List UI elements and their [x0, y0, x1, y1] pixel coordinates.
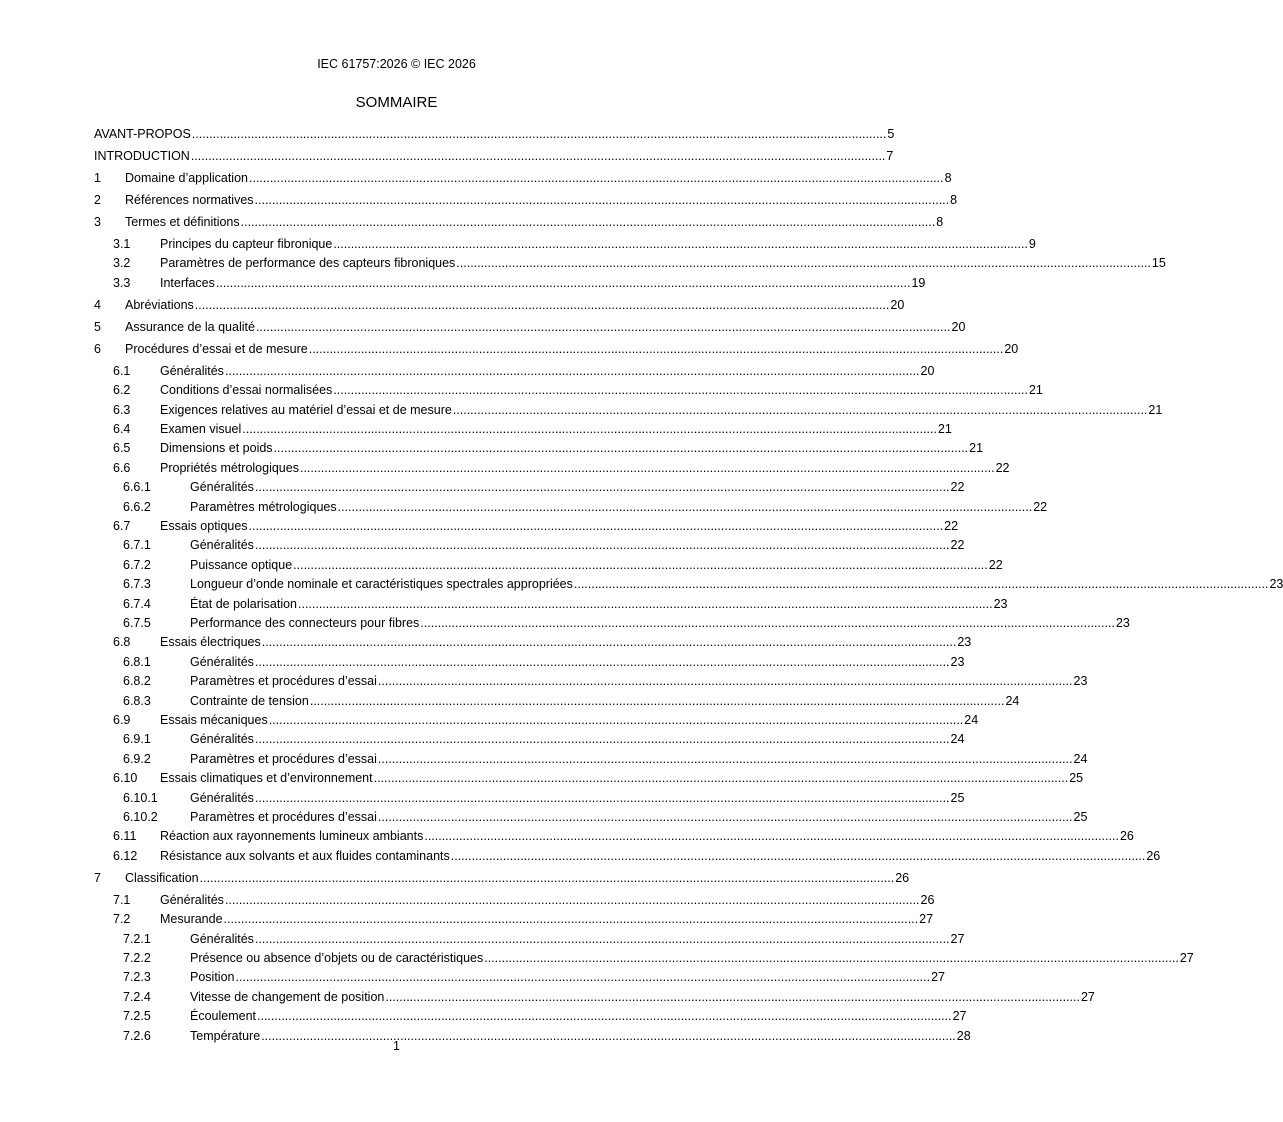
toc-entry[interactable] — [94, 479, 965, 496]
toc-entry-page: 26 — [920, 893, 935, 907]
toc-entry-page: 8 — [936, 215, 944, 229]
toc-entry[interactable] — [94, 693, 1020, 710]
toc-entry-title[interactable]: INTRODUCTION — [94, 149, 190, 163]
toc-entry-number: 6.8.2 — [123, 674, 151, 688]
toc-entry-page: 20 — [890, 298, 905, 312]
dot-leader: ........................................................................................................................................................................................................ — [191, 127, 887, 141]
toc-entry-page: 23 — [993, 597, 1008, 611]
toc-entry-number: 6.7.5 — [123, 616, 151, 630]
toc-entry[interactable] — [94, 255, 1166, 272]
toc-entry-number: 6.7.2 — [123, 558, 151, 572]
toc-entry-page: 22 — [944, 519, 959, 533]
toc-entry-title[interactable]: Classification — [125, 871, 199, 885]
toc-entry-title[interactable]: Généralités — [160, 893, 224, 907]
toc-entry-number: 3.3 — [113, 276, 131, 290]
dot-leader: ........................................................................................................................................................................................................ — [268, 713, 964, 727]
toc-entry-title[interactable]: Essais climatiques et d’environnement — [160, 771, 373, 785]
toc-entry-number: 6.10 — [113, 771, 138, 785]
toc-entry[interactable] — [94, 870, 910, 887]
dot-leader: ........................................................................................................................................................................................................ — [308, 342, 1004, 356]
dot-leader: ........................................................................................................................................................................................................ — [385, 990, 1080, 1004]
toc-entry-title[interactable]: Mesurande — [160, 912, 223, 926]
dot-leader: ........................................................................................................................................................................................................ — [377, 810, 1073, 824]
toc-entry[interactable] — [94, 421, 952, 438]
toc-entry[interactable] — [94, 148, 894, 165]
toc-entry-page: 8 — [944, 171, 952, 185]
toc-entry[interactable] — [94, 950, 1194, 967]
toc-entry[interactable] — [94, 1008, 967, 1025]
dot-leader: ........................................................................................................................................................................................................ — [254, 193, 950, 207]
toc-entry-number: 7.1 — [113, 893, 131, 907]
dot-leader: ........................................................................................................................................................................................................ — [224, 893, 920, 907]
toc-entry-page: 20 — [951, 320, 966, 334]
dot-leader: ........................................................................................................................................................................................................ — [190, 149, 886, 163]
dot-leader: ........................................................................................................................................................................................................ — [299, 461, 995, 475]
dot-leader: ........................................................................................................................................................................................................ — [261, 635, 957, 649]
toc-entry[interactable] — [94, 989, 1095, 1006]
dot-leader: ........................................................................................................................................................................................................ — [377, 674, 1073, 688]
toc-entry-page: 20 — [920, 364, 935, 378]
dot-leader: ........................................................................................................................................................................................................ — [456, 256, 1151, 270]
dot-leader: ........................................................................................................................................................................................................ — [420, 616, 1115, 630]
dot-leader: ........................................................................................................................................................................................................ — [424, 829, 1119, 843]
toc-entry[interactable] — [94, 790, 965, 807]
toc-entry-title[interactable]: Paramètres et procédures d’essai — [190, 810, 377, 824]
toc-entry[interactable] — [94, 557, 1003, 574]
dot-leader: ........................................................................................................................................................................................................ — [224, 364, 920, 378]
toc-entry[interactable] — [94, 341, 1019, 358]
toc-entry-number: 6.8.3 — [123, 694, 151, 708]
toc-entry-title[interactable]: Paramètres métrologiques — [190, 500, 337, 514]
toc-entry-number: 6.8.1 — [123, 655, 151, 669]
toc-entry-title[interactable]: Conditions d’essai normalisées — [160, 383, 333, 397]
toc-entry[interactable] — [94, 751, 1088, 768]
toc-entry-number: 5 — [94, 320, 101, 334]
toc-entry-page: 19 — [911, 276, 926, 290]
dot-leader: ........................................................................................................................................................................................................ — [254, 655, 950, 669]
toc-entry-title[interactable]: Essais optiques — [160, 519, 248, 533]
toc-entry-number: 6.6 — [113, 461, 131, 475]
dot-leader: ........................................................................................................................................................................................................ — [273, 441, 969, 455]
toc-entry-title[interactable]: Présence ou absence d’objets ou de caractéristiques — [190, 951, 484, 965]
toc-entry[interactable] — [94, 712, 979, 729]
toc-entry-page: 24 — [1073, 752, 1088, 766]
toc-entry-page: 24 — [1005, 694, 1020, 708]
toc-entry-page: 26 — [1119, 829, 1134, 843]
dot-leader: ........................................................................................................................................................................................................ — [254, 732, 950, 746]
toc-entry-title[interactable]: Résistance aux solvants et aux fluides contaminants — [160, 849, 450, 863]
toc-entry-title[interactable]: Paramètres et procédures d’essai — [190, 674, 377, 688]
toc-entry-number: 6.7.4 — [123, 597, 151, 611]
dot-leader: ........................................................................................................................................................................................................ — [377, 752, 1073, 766]
toc-entry-number: 7.2.1 — [123, 932, 151, 946]
toc-entry-number: 6.2 — [113, 383, 131, 397]
toc-entry[interactable] — [94, 809, 1088, 826]
toc-entry-page: 20 — [1004, 342, 1019, 356]
toc-entry[interactable] — [94, 275, 926, 292]
dot-leader: ........................................................................................................................................................................................................ — [298, 597, 993, 611]
toc-entry-number: 6.9.2 — [123, 752, 151, 766]
toc-entry-number: 3.1 — [113, 237, 131, 251]
toc-entry-number: 6.5 — [113, 441, 131, 455]
toc-entry-number: 6.1 — [113, 364, 131, 378]
toc-entry-number: 6.8 — [113, 635, 131, 649]
dot-leader: ........................................................................................................................................................................................................ — [373, 771, 1069, 785]
toc-entry[interactable] — [94, 673, 1088, 690]
toc-entry-title[interactable]: Température — [190, 1029, 261, 1043]
toc-entry-title[interactable]: Contrainte de tension — [190, 694, 309, 708]
toc-entry-page: 21 — [937, 422, 952, 436]
toc-entry[interactable] — [94, 214, 944, 231]
dot-leader: ........................................................................................................................................................................................................ — [309, 694, 1005, 708]
toc-entry[interactable] — [94, 126, 895, 143]
dot-leader: ........................................................................................................................................................................................................ — [242, 422, 937, 436]
toc-entry-number: 6.11 — [113, 829, 137, 843]
dot-leader: ........................................................................................................................................................................................................ — [257, 1009, 952, 1023]
toc-entry[interactable] — [94, 192, 958, 209]
toc-entry-page: 15 — [1151, 256, 1166, 270]
toc-entry-title[interactable]: Essais mécaniques — [160, 713, 268, 727]
toc-entry-number: 6.7.1 — [123, 538, 151, 552]
toc-entry-title[interactable]: Examen visuel — [160, 422, 242, 436]
toc-entry-number: 6 — [94, 342, 101, 356]
dot-leader: ........................................................................................................................................................................................................ — [248, 519, 944, 533]
toc-entry[interactable] — [94, 969, 945, 986]
dot-leader: ........................................................................................................................................................................................................ — [293, 558, 988, 572]
toc-entry[interactable] — [94, 576, 1283, 593]
toc-entry[interactable] — [94, 931, 965, 948]
dot-leader: ........................................................................................................................................................................................................ — [452, 403, 1148, 417]
toc-entry-page: 27 — [919, 912, 934, 926]
toc-entry-page: 22 — [950, 538, 965, 552]
toc-entry[interactable] — [94, 596, 1008, 613]
toc-entry-title[interactable]: Exigences relatives au matériel d’essai et de mesure — [160, 403, 452, 417]
toc-entry[interactable] — [94, 382, 1043, 399]
toc-entry[interactable] — [94, 319, 966, 336]
toc-entry-title[interactable]: Paramètres et procédures d’essai — [190, 752, 377, 766]
toc-entry-page: 26 — [1146, 849, 1161, 863]
document-header: IEC 61757:2026 © IEC 2026 — [317, 57, 476, 71]
toc-entry-title[interactable]: Domaine d’application — [125, 171, 248, 185]
dot-leader: ........................................................................................................................................................................................................ — [254, 538, 950, 552]
toc-entry-title[interactable]: Références normatives — [125, 193, 254, 207]
toc-entry-title[interactable]: Généralités — [190, 538, 254, 552]
toc-entry-title[interactable]: Généralités — [190, 932, 254, 946]
toc-entry-page: 24 — [950, 732, 965, 746]
toc-entry-number: 2 — [94, 193, 101, 207]
toc-entry-page: 23 — [1073, 674, 1088, 688]
toc-entry-number: 1 — [94, 171, 101, 185]
toc-entry-title[interactable]: Propriétés métrologiques — [160, 461, 299, 475]
toc-entry-title[interactable]: Puissance optique — [190, 558, 293, 572]
toc-entry-title[interactable]: Réaction aux rayonnements lumineux ambiants — [160, 829, 424, 843]
toc-entry-page: 22 — [995, 461, 1010, 475]
toc-entry-page: 27 — [952, 1009, 967, 1023]
toc-entry-page: 27 — [950, 932, 965, 946]
toc-entry-title[interactable]: Interfaces — [160, 276, 215, 290]
dot-leader: ........................................................................................................................................................................................................ — [215, 276, 911, 290]
toc-entry-number: 6.9 — [113, 713, 131, 727]
toc-entry-number: 6.6.2 — [123, 500, 151, 514]
toc-entry-page: 27 — [1179, 951, 1194, 965]
dot-leader: ........................................................................................................................................................................................................ — [450, 849, 1146, 863]
toc-entry-title[interactable]: Paramètres de performance des capteurs fibroniques — [160, 256, 456, 270]
toc-entry-page: 23 — [1269, 577, 1283, 591]
toc-entry-title[interactable]: Généralités — [190, 655, 254, 669]
toc-entry-number: 3 — [94, 215, 101, 229]
toc-entry-title[interactable]: Assurance de la qualité — [125, 320, 255, 334]
toc-entry[interactable] — [94, 911, 934, 928]
toc-entry[interactable] — [94, 892, 935, 909]
toc-entry-page: 21 — [969, 441, 984, 455]
toc-entry-title[interactable]: Principes du capteur fibronique — [160, 237, 333, 251]
toc-entry[interactable] — [94, 848, 1161, 865]
toc-entry-number: 6.10.1 — [123, 791, 158, 805]
dot-leader: ........................................................................................................................................................................................................ — [254, 932, 950, 946]
toc-entry[interactable] — [94, 770, 1084, 787]
dot-leader: ........................................................................................................................................................................................................ — [223, 912, 919, 926]
toc-entry-title[interactable]: Généralités — [190, 732, 254, 746]
toc-entry-number: 6.3 — [113, 403, 131, 417]
toc-entry-title[interactable]: Généralités — [190, 791, 254, 805]
toc-entry-number: 7 — [94, 871, 101, 885]
toc-entry-number: 6.7 — [113, 519, 131, 533]
dot-leader: ........................................................................................................................................................................................................ — [337, 500, 1033, 514]
toc-entry-page: 27 — [1080, 990, 1095, 1004]
toc-entry-page: 22 — [1033, 500, 1048, 514]
dot-leader: ........................................................................................................................................................................................................ — [254, 480, 950, 494]
toc-entry-page: 22 — [988, 558, 1003, 572]
toc-entry-title[interactable]: Termes et définitions — [125, 215, 240, 229]
toc-entry-title[interactable]: AVANT-PROPOS — [94, 127, 191, 141]
toc-entry-page: 21 — [1148, 403, 1163, 417]
toc-entry-title[interactable]: Procédures d’essai et de mesure — [125, 342, 308, 356]
toc-entry-page: 25 — [950, 791, 965, 805]
dot-leader: ........................................................................................................................................................................................................ — [235, 970, 931, 984]
toc-entry-page: 8 — [950, 193, 958, 207]
toc-entry-title[interactable]: État de polarisation — [190, 597, 298, 611]
toc-entry-page: 5 — [887, 127, 895, 141]
toc-entry-page: 23 — [957, 635, 972, 649]
toc-entry-page: 28 — [956, 1029, 971, 1043]
toc-entry-number: 6.9.1 — [123, 732, 151, 746]
toc-entry-number: 6.7.3 — [123, 577, 151, 591]
dot-leader: ........................................................................................................................................................................................................ — [255, 320, 951, 334]
page-number: 1 — [393, 1039, 400, 1053]
dot-leader: ........................................................................................................................................................................................................ — [240, 215, 936, 229]
toc-entry[interactable] — [94, 170, 952, 187]
toc-entry[interactable] — [94, 537, 965, 554]
toc-entry-number: 7.2.6 — [123, 1029, 151, 1043]
toc-entry-number: 6.4 — [113, 422, 131, 436]
toc-entry-title[interactable]: Vitesse de changement de position — [190, 990, 385, 1004]
dot-leader: ........................................................................................................................................................................................................ — [194, 298, 890, 312]
toc-entry-number: 6.6.1 — [123, 480, 151, 494]
toc-entry-number: 6.10.2 — [123, 810, 158, 824]
toc-entry-title[interactable]: Abréviations — [125, 298, 194, 312]
toc-entry-page: 9 — [1028, 237, 1036, 251]
toc-entry[interactable] — [94, 460, 1010, 477]
toc-entry[interactable] — [94, 731, 965, 748]
toc-entry[interactable] — [94, 615, 1130, 632]
toc-entry[interactable] — [94, 518, 959, 535]
dot-leader: ........................................................................................................................................................................................................ — [573, 577, 1269, 591]
toc-entry[interactable] — [94, 402, 1163, 419]
dot-leader: ........................................................................................................................................................................................................ — [333, 237, 1028, 251]
dot-leader: ........................................................................................................................................................................................................ — [254, 791, 950, 805]
toc-entry[interactable] — [94, 363, 935, 380]
toc-entry[interactable] — [94, 236, 1036, 253]
dot-leader: ........................................................................................................................................................................................................ — [249, 171, 944, 185]
dot-leader: ........................................................................................................................................................................................................ — [199, 871, 895, 885]
toc-entry-number: 7.2.5 — [123, 1009, 151, 1023]
toc-entry-title[interactable]: Position — [190, 970, 235, 984]
toc-entry-number: 7.2.3 — [123, 970, 151, 984]
toc-entry[interactable] — [94, 297, 905, 314]
page-title: SOMMAIRE — [355, 94, 438, 111]
toc-entry[interactable] — [94, 440, 984, 457]
toc-entry[interactable] — [94, 499, 1048, 516]
toc-entry-number: 3.2 — [113, 256, 131, 270]
toc-entry-page: 21 — [1028, 383, 1043, 397]
dot-leader: ........................................................................................................................................................................................................ — [261, 1029, 956, 1043]
toc-entry-title[interactable]: Dimensions et poids — [160, 441, 273, 455]
toc-entry-title[interactable]: Généralités — [190, 480, 254, 494]
dot-leader: ........................................................................................................................................................................................................ — [484, 951, 1179, 965]
toc-entry-number: 7.2 — [113, 912, 131, 926]
toc-entry-page: 7 — [886, 149, 894, 163]
toc-entry-title[interactable]: Longueur d’onde nominale et caractéristiques spectrales appropriées — [190, 577, 573, 591]
toc-entry-number: 7.2.2 — [123, 951, 151, 965]
toc-entry-number: 7.2.4 — [123, 990, 151, 1004]
toc-entry-title[interactable]: Écoulement — [190, 1009, 257, 1023]
toc-entry-page: 25 — [1069, 771, 1084, 785]
toc-entry[interactable] — [94, 634, 972, 651]
toc-entry-page: 24 — [964, 713, 979, 727]
toc-entry-title[interactable]: Essais électriques — [160, 635, 261, 649]
toc-entry[interactable] — [94, 654, 965, 671]
toc-entry-page: 23 — [950, 655, 965, 669]
toc-entry-page: 22 — [950, 480, 965, 494]
toc-entry-title[interactable]: Généralités — [160, 364, 224, 378]
toc-entry-number: 4 — [94, 298, 101, 312]
toc-entry-page: 26 — [895, 871, 910, 885]
toc-entry[interactable] — [94, 828, 1134, 845]
dot-leader: ........................................................................................................................................................................................................ — [333, 383, 1028, 397]
toc-entry-page: 27 — [931, 970, 945, 984]
toc-entry-number: 6.12 — [113, 849, 138, 863]
toc-entry-page: 23 — [1115, 616, 1130, 630]
toc-entry-page: 25 — [1073, 810, 1088, 824]
toc-entry-title[interactable]: Performance des connecteurs pour fibres — [190, 616, 420, 630]
